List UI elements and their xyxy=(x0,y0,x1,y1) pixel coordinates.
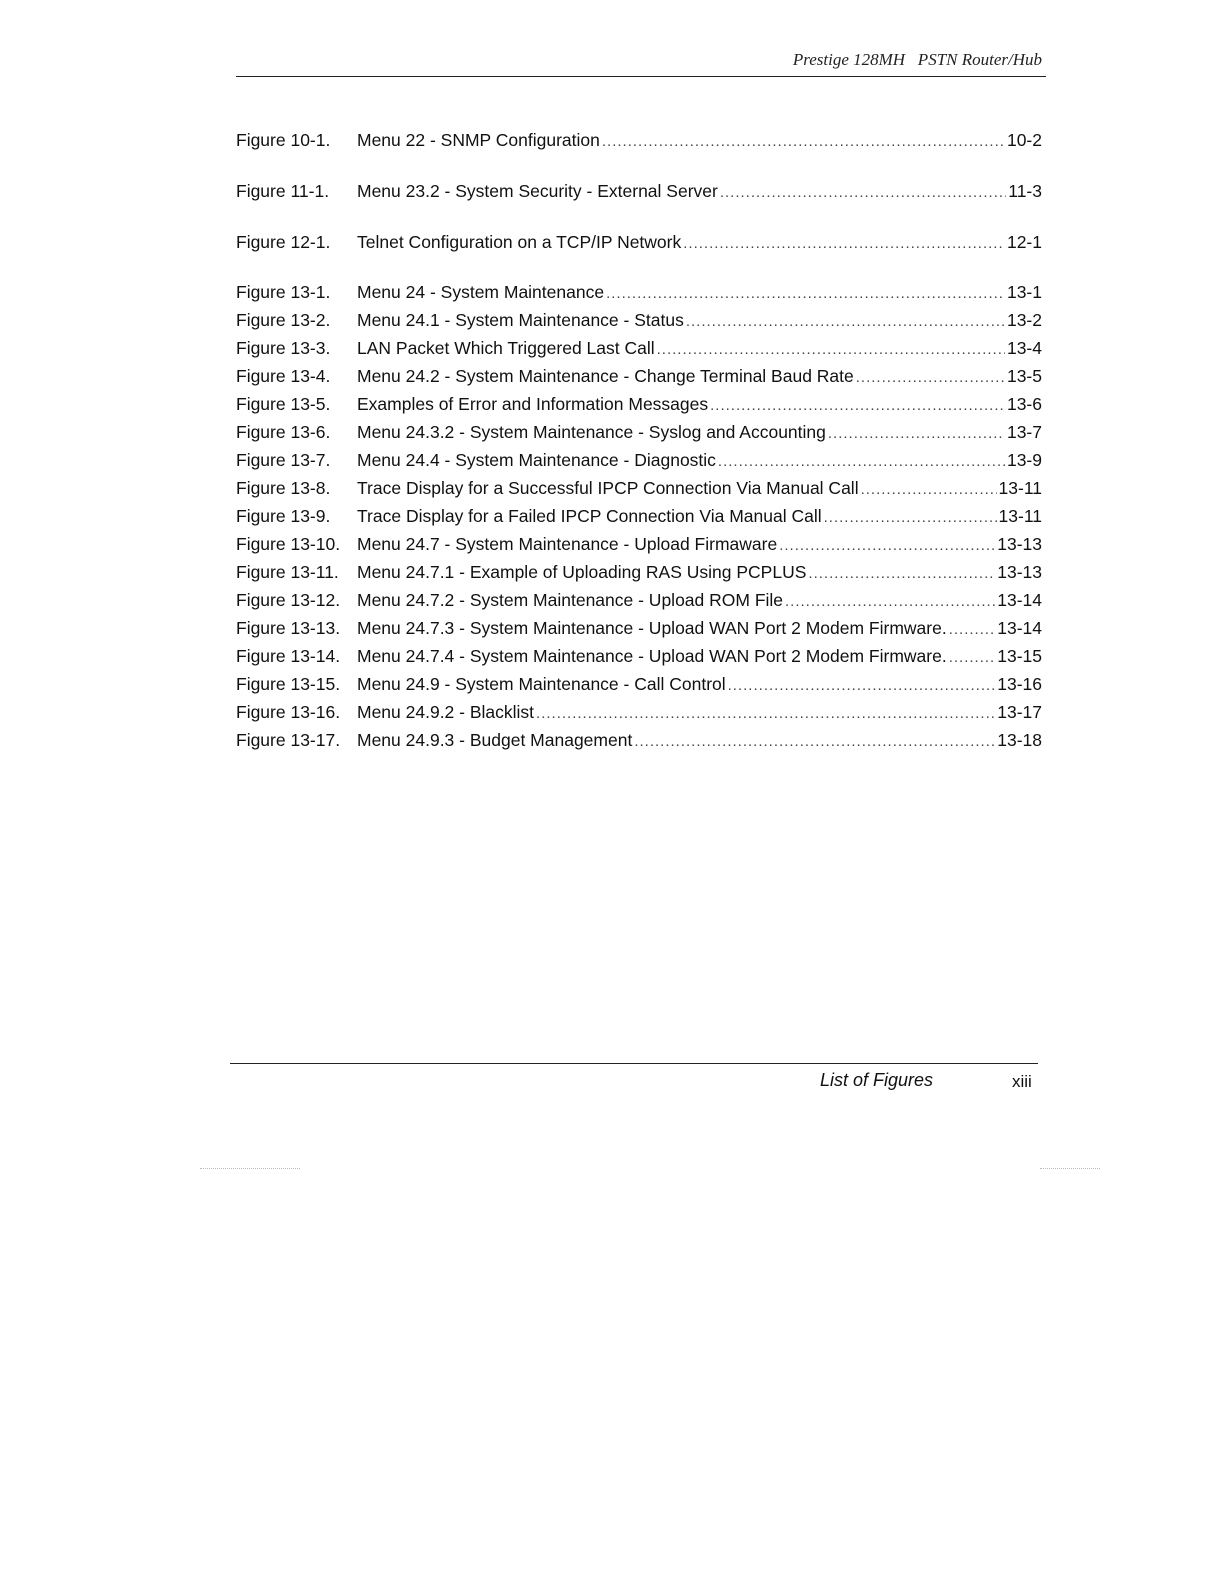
figure-page-number: 13-1 xyxy=(1006,282,1042,302)
figure-label: Figure 11-1. xyxy=(236,181,330,201)
dot-leader xyxy=(728,672,996,700)
toc-entry[interactable] xyxy=(236,126,1042,154)
figure-title: Menu 23.2 - System Security - External Server xyxy=(357,181,718,201)
figure-title: Menu 24.2 - System Maintenance - Change Terminal Baud Rate xyxy=(357,366,854,386)
dot-leader xyxy=(720,179,1006,207)
figure-page-number: 13-4 xyxy=(1006,338,1042,358)
dot-leader xyxy=(718,448,1005,476)
figure-title: Trace Display for a Successful IPCP Connection Via Manual Call xyxy=(357,478,859,498)
figure-page-number: 13-14 xyxy=(997,590,1042,610)
figure-page-number: 13-13 xyxy=(997,534,1042,554)
figure-title: Telnet Configuration on a TCP/IP Network xyxy=(357,232,682,252)
figure-page-number: 13-9 xyxy=(1006,450,1042,470)
toc-group-chapter-13 xyxy=(236,278,1042,754)
toc-entry[interactable] xyxy=(236,362,1042,390)
toc-entry[interactable] xyxy=(236,530,1042,558)
figure-title: Menu 24.7.2 - System Maintenance - Upload ROM File xyxy=(357,590,784,610)
dot-leader xyxy=(824,504,997,532)
dot-leader xyxy=(949,616,996,644)
figure-label: Figure 13-7. xyxy=(236,450,331,470)
dot-leader xyxy=(828,420,1005,448)
figure-label: Figure 10-1. xyxy=(236,130,331,150)
footer-page-number: xiii xyxy=(1012,1072,1032,1091)
figure-label: Figure 13-1. xyxy=(236,282,331,302)
figure-page-number: 13-17 xyxy=(997,702,1042,722)
dot-leader xyxy=(602,128,1005,156)
toc-entry[interactable] xyxy=(236,474,1042,502)
figure-page-number: 11-3 xyxy=(1008,181,1042,201)
figure-page-number: 13-14 xyxy=(997,618,1042,638)
header-title: Prestige 128MH PSTN Router/Hub xyxy=(792,50,1042,69)
toc-entry[interactable] xyxy=(236,228,1042,256)
figure-label: Figure 13-12. xyxy=(236,590,341,610)
figure-page-number: 13-11 xyxy=(998,506,1042,526)
toc-entry[interactable] xyxy=(236,278,1042,306)
figure-label: Figure 13-6. xyxy=(236,422,331,442)
toc-entry[interactable] xyxy=(236,334,1042,362)
figure-title: Menu 24.7.4 - System Maintenance - Upload WAN Port 2 Modem Firmware. xyxy=(357,646,947,666)
toc-entry[interactable] xyxy=(236,418,1042,446)
dot-leader xyxy=(657,336,1005,364)
toc-entry[interactable] xyxy=(236,502,1042,530)
dot-leader xyxy=(949,644,996,672)
figure-label: Figure 13-16. xyxy=(236,702,341,722)
figure-page-number: 13-2 xyxy=(1006,310,1042,330)
dot-leader xyxy=(779,532,995,560)
figure-label: Figure 13-10. xyxy=(236,534,341,554)
figure-title: Menu 24.7.3 - System Maintenance - Upload WAN Port 2 Modem Firmware. xyxy=(357,618,947,638)
page-header xyxy=(236,46,1046,77)
figure-title: Menu 24.1 - System Maintenance - Status xyxy=(357,310,684,330)
figure-title: Menu 24.7.1 - Example of Uploading RAS Using PCPLUS xyxy=(357,562,807,582)
toc-entry[interactable] xyxy=(236,670,1042,698)
toc-entry[interactable] xyxy=(236,614,1042,642)
dot-leader xyxy=(861,476,997,504)
figure-title: Menu 24 - System Maintenance xyxy=(357,282,605,302)
scan-artifact xyxy=(1040,1168,1100,1170)
figure-label: Figure 13-8. xyxy=(236,478,331,498)
figure-label: Figure 13-3. xyxy=(236,338,331,358)
figure-page-number: 13-7 xyxy=(1006,422,1042,442)
figure-title: LAN Packet Which Triggered Last Call xyxy=(357,338,655,358)
toc-entry[interactable] xyxy=(236,390,1042,418)
dot-leader xyxy=(634,728,995,756)
figure-title: Examples of Error and Information Messages xyxy=(357,394,709,414)
figure-title: Menu 24.3.2 - System Maintenance - Syslog and Accounting xyxy=(357,422,826,442)
figure-title: Menu 24.9.2 - Blacklist xyxy=(357,702,535,722)
figure-label: Figure 13-14. xyxy=(236,646,341,666)
toc-entry[interactable] xyxy=(236,698,1042,726)
figure-title: Menu 24.9 - System Maintenance - Call Control xyxy=(357,674,726,694)
figure-label: Figure 13-17. xyxy=(236,730,341,750)
figure-label: Figure 13-5. xyxy=(236,394,331,414)
figure-label: Figure 13-9. xyxy=(236,506,331,526)
figure-label: Figure 12-1. xyxy=(236,232,331,252)
figure-page-number: 12-1 xyxy=(1006,232,1042,252)
toc-group-chapter-12 xyxy=(236,228,1042,256)
figure-label: Figure 13-4. xyxy=(236,366,331,386)
toc-entry[interactable] xyxy=(236,586,1042,614)
figure-label: Figure 13-15. xyxy=(236,674,341,694)
figure-page-number: 13-13 xyxy=(997,562,1042,582)
dot-leader xyxy=(606,280,1005,308)
figure-page-number: 13-6 xyxy=(1006,394,1042,414)
toc-entry[interactable] xyxy=(236,642,1042,670)
scan-artifact xyxy=(200,1168,300,1170)
figure-title: Menu 24.7 - System Maintenance - Upload Firmaware xyxy=(357,534,778,554)
dot-leader xyxy=(683,230,1005,258)
figure-page-number: 13-16 xyxy=(997,674,1042,694)
toc-entry[interactable] xyxy=(236,446,1042,474)
toc-entry[interactable] xyxy=(236,726,1042,754)
toc-entry[interactable] xyxy=(236,306,1042,334)
toc-group-chapter-11 xyxy=(236,177,1042,205)
figure-title: Menu 22 - SNMP Configuration xyxy=(357,130,600,150)
dot-leader xyxy=(856,364,1005,392)
dot-leader xyxy=(808,560,995,588)
footer-section-title: List of Figures xyxy=(820,1070,934,1090)
figure-page-number: 13-5 xyxy=(1006,366,1042,386)
toc-group-chapter-10 xyxy=(236,126,1042,154)
toc-entry[interactable] xyxy=(236,177,1042,205)
dot-leader xyxy=(686,308,1005,336)
page-footer xyxy=(230,1063,1038,1104)
figure-label: Figure 13-13. xyxy=(236,618,341,638)
figure-page-number: 13-11 xyxy=(998,478,1042,498)
dot-leader xyxy=(785,588,995,616)
figure-label: Figure 13-2. xyxy=(236,310,331,330)
figure-title: Trace Display for a Failed IPCP Connection Via Manual Call xyxy=(357,506,822,526)
dot-leader xyxy=(536,700,995,728)
figure-title: Menu 24.9.3 - Budget Management xyxy=(357,730,633,750)
figure-page-number: 13-15 xyxy=(997,646,1042,666)
toc-entry[interactable] xyxy=(236,558,1042,586)
figure-page-number: 13-18 xyxy=(997,730,1042,750)
figure-page-number: 10-2 xyxy=(1006,130,1042,150)
figure-label: Figure 13-11. xyxy=(236,562,339,582)
dot-leader xyxy=(710,392,1005,420)
figure-title: Menu 24.4 - System Maintenance - Diagnostic xyxy=(357,450,716,470)
